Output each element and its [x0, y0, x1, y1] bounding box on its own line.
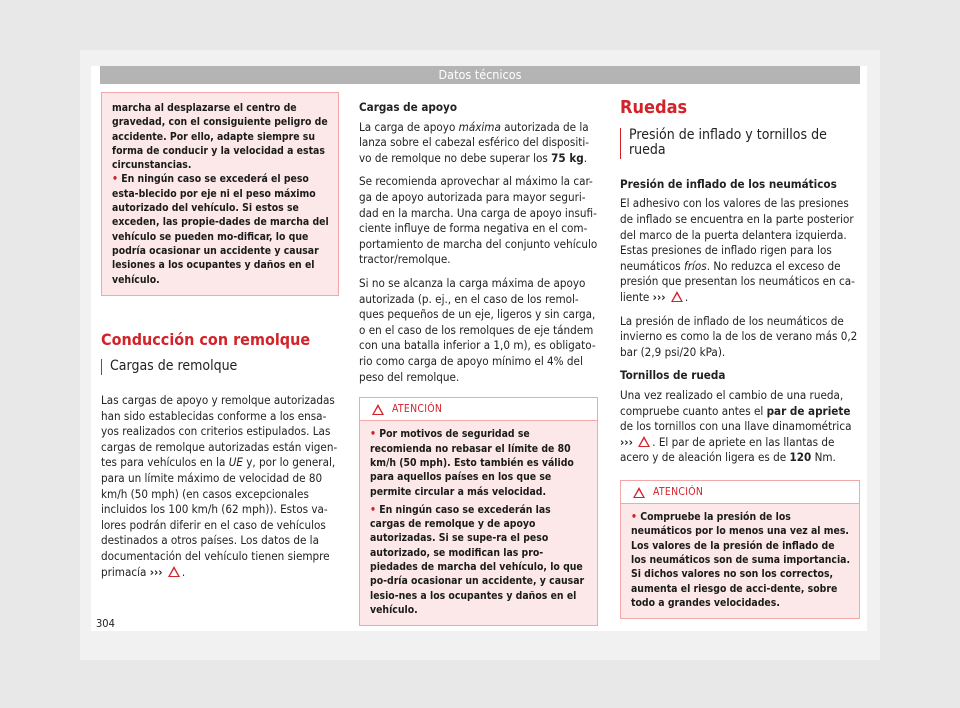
warning-label: ATENCIÓN: [392, 403, 443, 416]
warning-triangle-icon[interactable]: [671, 291, 683, 302]
cross-reference-arrow[interactable]: ›››: [149, 564, 163, 579]
cross-reference-arrow[interactable]: ›››: [620, 434, 633, 449]
section-title: Conducción con remolque: [101, 329, 311, 349]
body-paragraph: Se recomienda aprovechar al máximo la car-ga de apoyo autorizada para mayor seguri-dad en la marcha. Una carga de apoyo insufi-ciente influye de forma negativa en el com-portamiento de marcha del conjunto vehículo tractor/remolque.: [359, 174, 598, 267]
warning-triangle-icon[interactable]: [168, 566, 180, 577]
bullet-icon: •: [370, 503, 376, 516]
cross-reference-arrow[interactable]: ›››: [652, 289, 666, 304]
warning-label: ATENCIÓN: [653, 485, 704, 498]
bullet-icon: •: [370, 428, 376, 441]
warning-triangle-icon[interactable]: [638, 436, 650, 447]
page-number: 304: [96, 617, 115, 630]
column-left: [101, 92, 339, 588]
section-title: Ruedas: [620, 97, 688, 118]
warning-item: • Por motivos de seguridad se recomienda no rebasar el límite de 80 km/h (50 mph). Esto también es válido para aquellos países en los que se permite circular a más velocidad.: [370, 428, 574, 498]
bullet-icon: •: [631, 511, 637, 524]
section-subtitle: Presión de inflado y tornillos de rueda: [629, 126, 827, 159]
warning-header: [360, 398, 597, 421]
warning-triangle-icon: [372, 404, 384, 415]
column-middle: [359, 100, 598, 626]
body-paragraph: La presión de inflado de los neumáticos de invierno es como la de los de verano más 0,2 bar (2,9 psi/20 kPa).: [620, 313, 858, 359]
warning-box: [359, 397, 598, 626]
section-subtitle-wrap: [620, 128, 860, 159]
subheading: Presión de inflado de los neumáticos: [620, 176, 837, 191]
warning-item: • En ningún caso se excederán las cargas de remolque y de apoyo autorizadas. Si se supe-ra el peso autorizado, se modifican las pro-piedades de marcha del vehículo, lo que po-dría ocasionar un accidente, y causar lesio-nes a los ocupantes y daños en el vehículo.: [370, 503, 585, 616]
body-paragraph: Las cargas de apoyo y remolque autorizadas han sido establecidas conforme a los ensa-yos realizados con criterios estipulados. Las cargas de remolque autorizadas están vigen-tes para vehículos en la UE y, por lo general, para un límite máximo de velocidad de 80 km/h (50 mph) (en casos excepcionales incluidos los 100 km/h (62 mph)). Estos va-lores podrán diferir en el caso de vehículos destinados a otros países. Los datos de la documentación del vehículo tienen siempre primacía ››› .: [101, 393, 338, 579]
subheading: Cargas de apoyo: [359, 100, 457, 114]
warning-box: [620, 480, 860, 619]
warning-text: marcha al desplazarse el centro de gravedad, con el consiguiente peligro de accidente. Por ello, adapte siempre su forma de conducir y la velocidad a estas circunstancias.: [112, 102, 328, 172]
warning-item: • Compruebe la presión de los neumáticos por lo menos una vez al mes. Los valores de la presión de inflado de los neumáticos son de suma importancia. Si dichos valores no son los correctos, aumenta el riesgo de acci-dente, sobre todo a grandes velocidades.: [631, 511, 851, 609]
body-paragraph: Una vez realizado el cambio de una rueda, compruebe cuanto antes el par de apriete de los tornillos con una llave dinamométrica ››› . El par de apriete en las llantas de acero y de aleación ligera es de 120 Nm.: [620, 387, 852, 465]
section-subtitle: Cargas de remolque: [110, 358, 238, 375]
warning-box-continued: [101, 92, 339, 296]
body-paragraph: Si no se alcanza la carga máxima de apoyo autorizada (p. ej., en el caso de los remol-ques pequeños de un eje, ligeros y sin carga, o en el caso de los remolques de eje tándem con una batalla inferior a 1,0 m), es obligato-rio como carga de apoyo mínimo el 4% del peso del remolque.: [359, 275, 596, 384]
body-paragraph: El adhesivo con los valores de las presiones de inflado se encuentra en la parte posterior del marco de la puerta delantera izquierda. Estas presiones de inflado rigen para los neumáticos fríos. No reduzca el exceso de presión que presentan los neumáticos en ca-liente ››› .: [620, 196, 855, 304]
subheading: Tornillos de rueda: [620, 368, 726, 383]
page-header: Datos técnicos: [100, 66, 860, 84]
bullet-icon: •: [112, 173, 118, 186]
section-subtitle-wrap: [101, 359, 339, 375]
warning-triangle-icon: [633, 487, 645, 498]
column-right: [620, 97, 860, 619]
body-paragraph: La carga de apoyo máxima autorizada de la lanza sobre el cabezal esférico del dispositi-vo de remolque no debe superar los 75 kg.: [359, 119, 590, 165]
warning-header: [621, 481, 859, 504]
warning-item: • En ningún caso se excederá el peso esta-blecido por eje ni el peso máximo autorizado del vehículo. Si estos se exceden, las propie-dades de marcha del vehículo se pueden mo-dificar, lo que podría ocasionar un accidente y causar lesiones a los ocupantes y daños en el vehículo.: [112, 173, 329, 286]
